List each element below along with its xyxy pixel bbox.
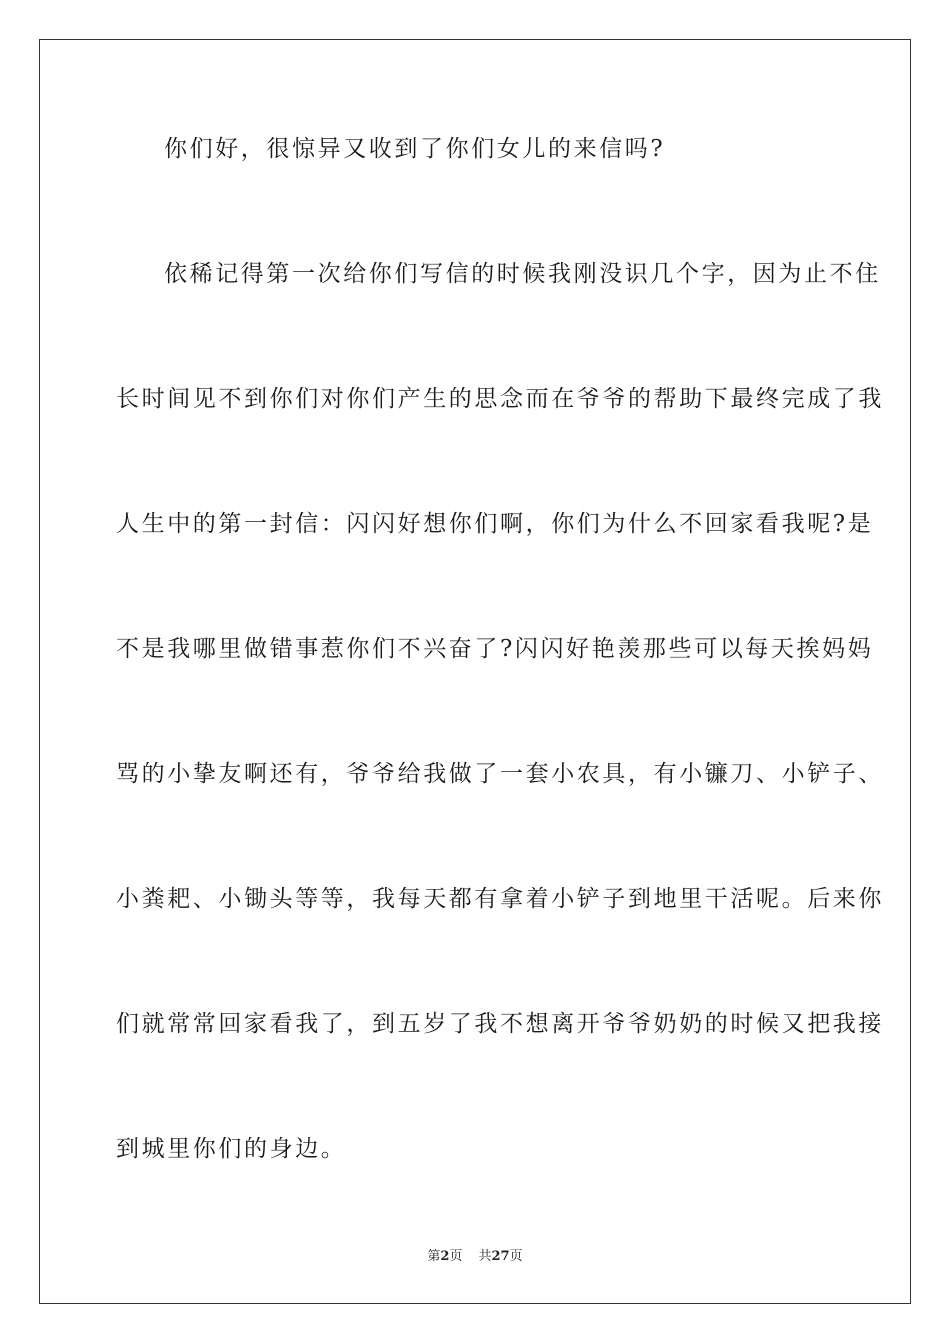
page-number: 2 — [440, 1249, 450, 1264]
paragraph-line-6: 骂的小挚友啊还有，爷爷给我做了一套小农具，有小镰刀、小铲子、 — [116, 761, 884, 787]
total-suffix: 页 — [509, 1249, 523, 1264]
page-footer — [0, 1248, 950, 1266]
paragraph-line-2: 依稀记得第一次给你们写信的时候我刚没识几个字，因为止不住 — [164, 261, 881, 287]
page-suffix: 页 — [449, 1249, 463, 1264]
paragraph-line-5: 不是我哪里做错事惹你们不兴奋了?闪闪好艳羡那些可以每天挨妈妈 — [116, 636, 874, 662]
paragraph-line-9: 到城里你们的身边。 — [116, 1136, 347, 1162]
paragraph-line-8: 们就常常回家看我了，到五岁了我不想离开爷爷奶奶的时候又把我接 — [116, 1011, 884, 1037]
paragraph-line-1: 你们好，很惊异又收到了你们女儿的来信吗? — [164, 136, 666, 162]
paragraph-line-7: 小粪耙、小锄头等等，我每天都有拿着小铲子到地里干活呢。后来你 — [116, 886, 884, 912]
total-pages: 27 — [491, 1249, 510, 1264]
paragraph-line-3: 长时间见不到你们对你们产生的思念而在爷爷的帮助下最终完成了我 — [116, 386, 884, 412]
page-prefix: 第 — [427, 1249, 441, 1264]
total-prefix: 共 — [478, 1249, 492, 1264]
paragraph-line-4: 人生中的第一封信：闪闪好想你们啊，你们为什么不回家看我呢?是 — [116, 511, 874, 537]
page-border — [39, 39, 911, 1304]
